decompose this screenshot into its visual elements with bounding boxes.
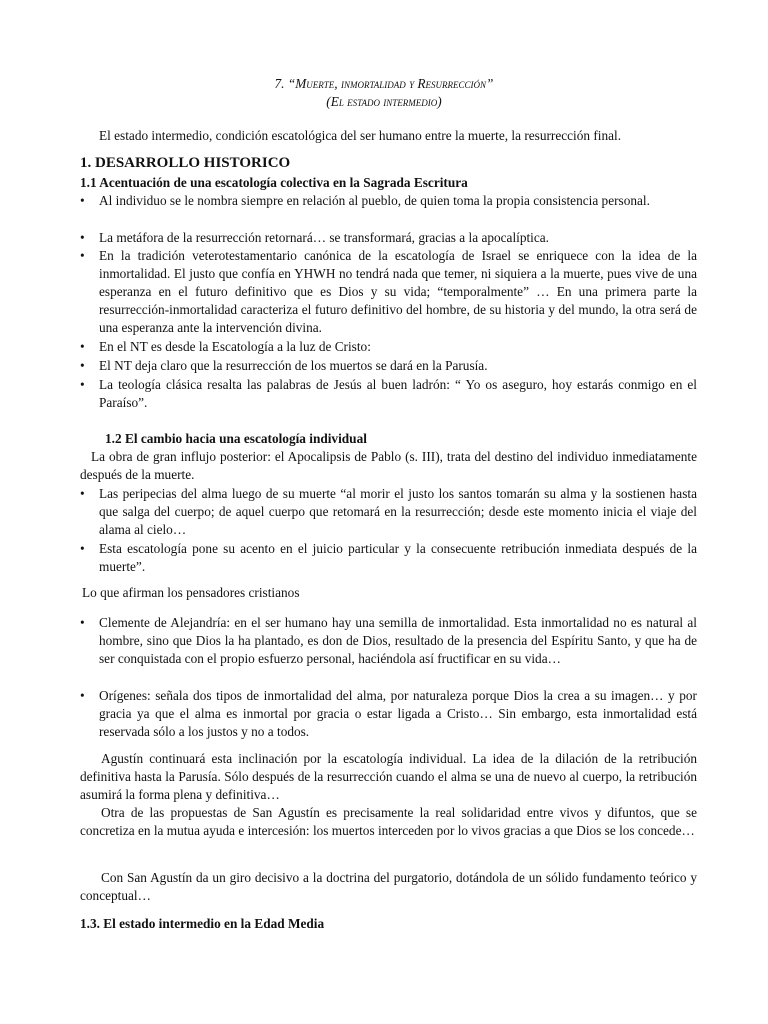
list-item: • Al individuo se le nombra siempre en relación al pueblo, de quien toma la propia consistencia personal.	[80, 193, 650, 208]
body-paragraph: Otra de las propuestas de San Agustín es precisamente la real solidaridad entre vivos y difuntos, que se concretiza en la mutua ayuda e intercesión: los muertos interceden por lo vivos gracias a que Dios se los concede…	[80, 805, 697, 838]
document-title: 7. “Muerte, inmortalidad y Resurrección”	[274, 76, 494, 91]
list-item: • La metáfora de la resurrección retornará… se transformará, gracias a la apocalíptica.	[80, 230, 549, 245]
intro-paragraph: El estado intermedio, condición escatológica del ser humano entre la muerte, la resurrección final.	[99, 128, 622, 143]
list-item: • Orígenes: señala dos tipos de inmortalidad del alma, por naturaleza porque Dios la crea a su imagen… y por gracia ya que el alma es inmortal por gracia o estar ligada a Cristo… Sin embargo, esta inmortalidad está reservada sólo a los justos y no a todos.	[80, 688, 697, 739]
bullet-icon: •	[80, 193, 85, 208]
list-item: • El NT deja claro que la resurrección de los muertos se dará en la Parusía.	[80, 358, 488, 373]
body-paragraph: Agustín continuará esta inclinación por la escatología individual. La idea de la dilación de la retribución definitiva hasta la Parusía. Sólo después de la resurrección cuando el alma se una de nuevo al cuerpo, la retribución asumirá la forma plena y definitiva…	[80, 751, 697, 802]
bullet-icon: •	[80, 486, 85, 501]
bullet-icon: •	[80, 541, 85, 556]
bullet-icon: •	[80, 248, 85, 263]
subsection-heading-1-1: 1.1 Acentuación de una escatología colectiva en la Sagrada Escritura	[80, 175, 468, 190]
bullet-icon: •	[80, 358, 85, 373]
list-item: • Clemente de Alejandría: en el ser humano hay una semilla de inmortalidad. Esta inmortalidad no es natural al hombre, sino que Dios la ha plantado, es don de Dios, resultado de la presencia del Espíritu Santo, y que ha de ser conquistada con el propio esfuerzo personal, haciéndola así fructificar en su vida…	[80, 615, 697, 666]
list-item: • Esta escatología pone su acento en el juicio particular y la consecuente retribución inmediata después de la muerte”.	[80, 541, 697, 574]
section-heading-1: 1. DESARROLLO HISTORICO	[80, 155, 291, 171]
list-item: • Las peripecias del alma luego de su muerte “al morir el justo los santos tomarán su alma y la sostienen hasta que salga del cuerpo; de aquel cuerpo que retomará en la resurrección; desde este momento inicia el viaje del alama al cielo…	[80, 486, 697, 537]
bullet-icon: •	[80, 615, 85, 630]
bullet-icon: •	[80, 377, 85, 392]
document-subtitle: (El estado intermedio)	[326, 94, 442, 109]
bullet-icon: •	[80, 230, 85, 245]
thinkers-label: Lo que afirman los pensadores cristianos	[82, 585, 300, 600]
bullet-icon: •	[80, 688, 85, 703]
list-item: • En la tradición veterotestamentario canónica de la escatología de Israel se enriquece con la idea de la inmortalidad. El justo que confía en YHWH no tendrá nada que temer, ni siquiera a la muerte, pues vive de una esperanza en el futuro definitivo que es Dios y su vida; “temporalmente” … En una primera parte la resurrección-inmortalidad caracteriza el futuro definitivo del hombre, de su historia y del mundo, la otra será de una esperanza ante la intervención divina.	[80, 248, 697, 335]
subsection-heading-1-2: 1.2 El cambio hacia una escatología individual	[105, 431, 367, 446]
bullet-icon: •	[80, 339, 85, 354]
body-paragraph: Con San Agustín da un giro decisivo a la doctrina del purgatorio, dotándola de un sólido fundamento teórico y conceptual…	[80, 870, 697, 903]
list-item: • La teología clásica resalta las palabras de Jesús al buen ladrón: “ Yo os aseguro, hoy estarás conmigo en el Paraíso”.	[80, 377, 697, 410]
subsection-intro: La obra de gran influjo posterior: el Apocalipsis de Pablo (s. III), trata del destino del individuo inmediatamente después de la muerte.	[80, 449, 697, 482]
subsection-heading-1-3: 1.3. El estado intermedio en la Edad Media	[80, 916, 325, 931]
list-item: • En el NT es desde la Escatología a la luz de Cristo:	[80, 339, 371, 354]
